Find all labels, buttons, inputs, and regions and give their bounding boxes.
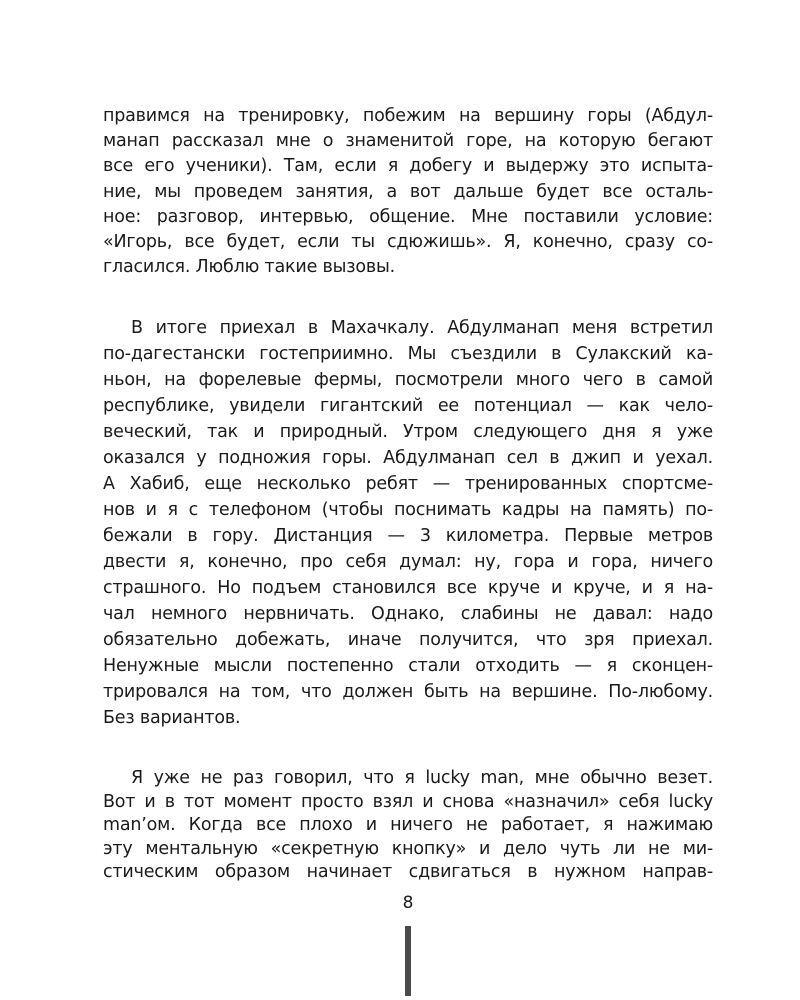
text-line: по-дагестански гостеприимно. Мы съездили в Сулакский ка- [103,344,713,364]
text-line: А Хабиб, еще несколько ребят — тренированных спортсме- [103,474,713,494]
text-line: трировался на том, что должен быть на вершине. По-любому. [103,682,713,702]
text-line: Без вариантов. [103,708,241,728]
page-number: 8 [402,893,414,913]
text-line: Ненужные мысли постепенно стали отходить — я сконцен- [103,656,713,676]
text-line: чал немного нервничать. Однако, слабины не давал: надо [103,604,713,624]
text-line: ньон, на форелевые фермы, посмотрели много чего в самой [103,370,713,390]
text-line: обязательно добежать, иначе получится, что зря приехал. [103,630,713,650]
text-line: «Игорь, все будет, если ты сдюжишь». Я, конечно, сразу со- [103,231,713,252]
text-line: Я уже не раз говорил, что я lucky man, мне обычно везет. [131,768,713,788]
text-line: веческий, так и природный. Утром следующего дня я уже [103,422,713,442]
text-line: ние, мы проведем занятия, а вот дальше будет все осталь- [103,181,713,202]
text-line: республике, увидели гигантский ее потенциал — как чело- [103,396,713,416]
paragraph-2 [103,315,713,731]
text-line: В итоге приехал в Махачкалу. Абдулманап меня встретил [131,318,713,338]
text-line: страшного. Но подъем становился все круче и круче, и я на- [103,578,713,598]
text-line: ное: разговор, интервью, общение. Мне поставили условие: [103,206,713,227]
text-line: манап рассказал мне о знаменитой горе, на которую бегают [103,131,713,152]
text-line: нов и я с телефоном (чтобы поснимать кадры на память) по- [103,500,713,520]
text-line: man’ом. Когда все плохо и ничего не работает, я нажимаю [103,815,713,835]
text-line: Вот и в тот момент просто взял и снова «назначил» себя lucky [103,791,713,812]
text-line: гласился. Люблю такие вызовы. [103,257,395,278]
text-line: все его ученики). Там, если я добегу и выдержу это испыта- [103,156,713,177]
page-edge-bar [405,926,411,996]
text-line: правимся на тренировку, побежим на вершину горы (Абдул- [103,106,713,126]
text-line: эту ментальную «секретную кнопку» и дело чуть ли не ми- [103,838,713,859]
text-line: бежали в гору. Дистанция — 3 километра. Первые метров [103,526,713,546]
text-line: двести я, конечно, про себя думал: ну, гора и гора, ничего [103,552,713,572]
paragraph-1 [103,104,713,280]
paragraph-3 [103,767,713,885]
text-line: стическим образом начинает сдвигаться в нужном направ- [103,862,713,882]
text-line: оказался у подножия горы. Абдулманап сел в джип и уехал. [103,448,713,468]
